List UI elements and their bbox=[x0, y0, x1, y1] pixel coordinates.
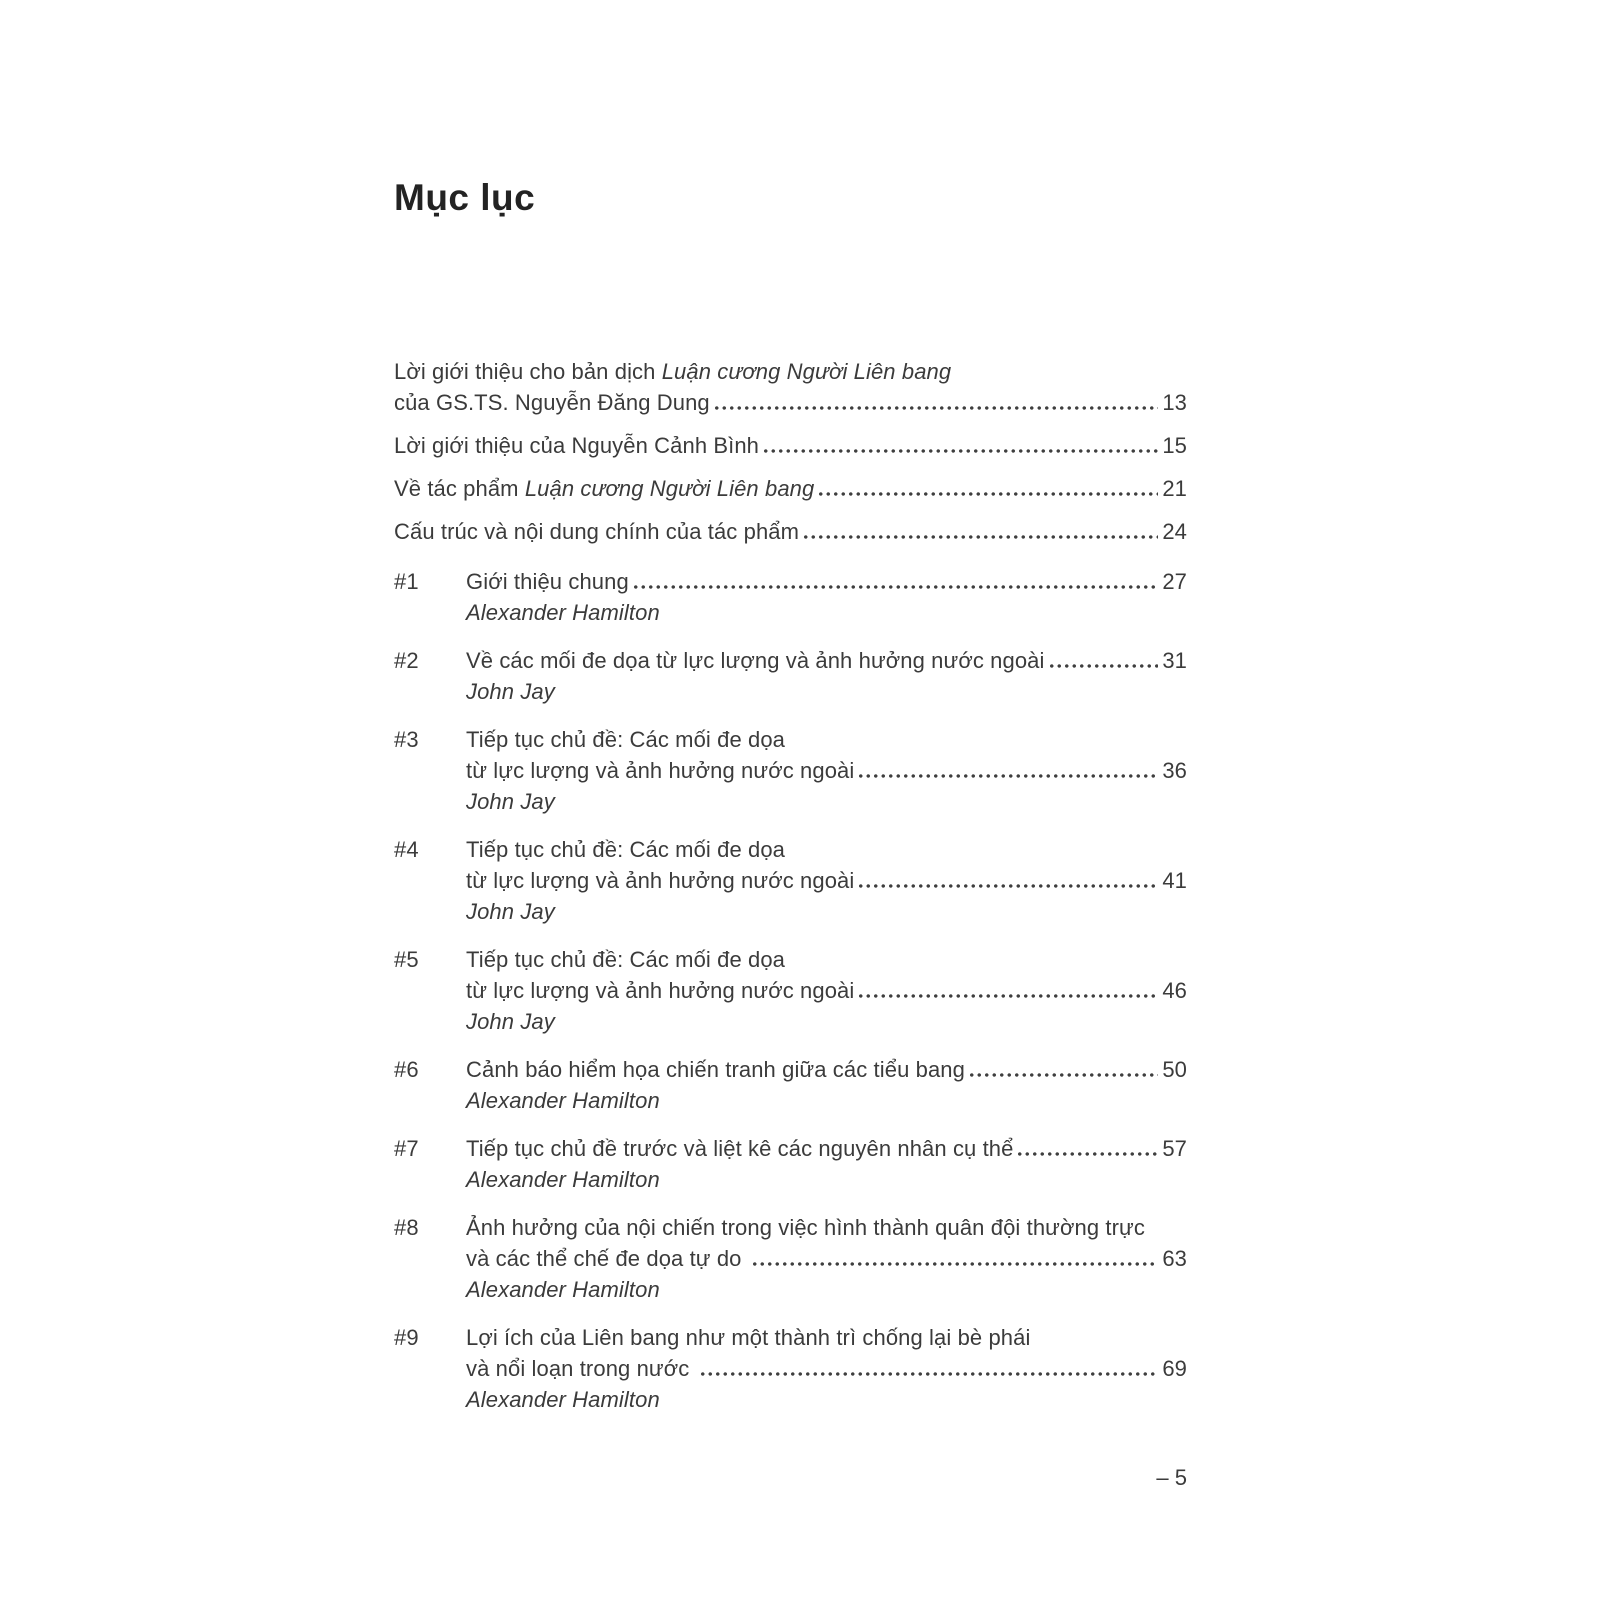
toc-chapter-number: #7 bbox=[394, 1136, 419, 1161]
toc-chapter-author: Alexander Hamilton bbox=[466, 1387, 660, 1412]
toc-text: Tiếp tục chủ đề: Các mối đe dọa bbox=[466, 837, 786, 862]
dot-leader bbox=[857, 979, 1158, 998]
toc-line-text bbox=[394, 473, 814, 504]
toc-line bbox=[394, 387, 1187, 418]
toc-chapter-number: #8 bbox=[394, 1215, 419, 1240]
toc-page-number: 24 bbox=[1162, 519, 1187, 544]
toc-entry bbox=[394, 356, 1187, 418]
toc-line-text bbox=[466, 975, 854, 1006]
toc-chapter-body bbox=[466, 724, 1187, 817]
toc-line-text bbox=[466, 1243, 748, 1274]
toc-entry bbox=[394, 473, 1187, 504]
toc-text: Giới thiệu chung bbox=[466, 569, 629, 594]
toc-line-text bbox=[466, 834, 785, 865]
toc-entry bbox=[394, 430, 1187, 461]
toc-chapter-number: #9 bbox=[394, 1325, 419, 1350]
toc-front-matter-section bbox=[394, 356, 1187, 547]
toc-line bbox=[466, 755, 1187, 786]
toc-line-text bbox=[394, 430, 759, 461]
toc-chapter-author: John Jay bbox=[466, 899, 555, 924]
toc-line-text bbox=[394, 516, 799, 547]
toc-text: Tiếp tục chủ đề trước và liệt kê các nguyên nhân cụ thể bbox=[466, 1136, 1014, 1161]
toc-line bbox=[466, 1243, 1187, 1274]
dot-leader bbox=[817, 477, 1158, 496]
toc-page-number: 27 bbox=[1162, 569, 1187, 594]
toc-page-number: 50 bbox=[1162, 1057, 1187, 1082]
toc-chapter-body bbox=[466, 1212, 1187, 1305]
toc-page-number: 31 bbox=[1162, 648, 1187, 673]
toc-page-number: 63 bbox=[1162, 1246, 1187, 1271]
folio-page-number: – 5 bbox=[1156, 1465, 1187, 1490]
toc-line bbox=[466, 1322, 1187, 1353]
toc-line bbox=[394, 356, 1187, 387]
toc-text: và nổi loạn trong nước bbox=[466, 1356, 696, 1381]
toc-text: Về tác phẩm bbox=[394, 476, 525, 501]
toc-text: Về các mối đe dọa từ lực lượng và ảnh hưởng nước ngoài bbox=[466, 648, 1045, 673]
toc-text: từ lực lượng và ảnh hưởng nước ngoài bbox=[466, 758, 855, 783]
toc-chapter-number: #1 bbox=[394, 569, 419, 594]
page-content bbox=[394, 178, 1187, 1432]
dot-leader bbox=[1016, 1137, 1158, 1156]
toc-chapter-number: #2 bbox=[394, 648, 419, 673]
toc-line bbox=[394, 473, 1187, 504]
toc-line bbox=[466, 1054, 1187, 1085]
toc-line-text bbox=[466, 1133, 1013, 1164]
toc-line bbox=[466, 1133, 1187, 1164]
toc-line bbox=[466, 1212, 1187, 1243]
toc-text: Cấu trúc và nội dung chính của tác phẩm bbox=[394, 519, 800, 544]
toc-line-text bbox=[466, 645, 1045, 676]
dot-leader bbox=[1048, 649, 1159, 668]
toc-chapter-entry bbox=[394, 834, 1187, 927]
toc-line-text bbox=[466, 1054, 965, 1085]
toc-page-number: 21 bbox=[1162, 476, 1187, 501]
toc-text: Cảnh báo hiểm họa chiến tranh giữa các tiểu bang bbox=[466, 1057, 965, 1082]
toc-text: của GS.TS. Nguyễn Đăng Dung bbox=[394, 390, 710, 415]
toc-chapter-author: John Jay bbox=[466, 679, 555, 704]
table-of-contents bbox=[394, 356, 1187, 1415]
toc-line bbox=[466, 944, 1187, 975]
toc-text: Lợi ích của Liên bang như một thành trì chống lại bè phái bbox=[466, 1325, 1031, 1350]
toc-page-number: 46 bbox=[1162, 978, 1187, 1003]
toc-chapter-author: John Jay bbox=[466, 1009, 555, 1034]
toc-chapter-number: #6 bbox=[394, 1057, 419, 1082]
toc-chapter-entry bbox=[394, 645, 1187, 707]
toc-chapter-entry bbox=[394, 1133, 1187, 1195]
toc-line-text bbox=[466, 1322, 1030, 1353]
toc-chapter-author: Alexander Hamilton bbox=[466, 1088, 660, 1113]
toc-chapter-author: Alexander Hamilton bbox=[466, 1167, 660, 1192]
toc-chapter-author: Alexander Hamilton bbox=[466, 1277, 660, 1302]
toc-text: và các thể chế đe dọa tự do bbox=[466, 1246, 748, 1271]
toc-chapter-number: #3 bbox=[394, 727, 419, 752]
toc-text: Lời giới thiệu của Nguyễn Cảnh Bình bbox=[394, 433, 760, 458]
toc-text: Lời giới thiệu cho bản dịch bbox=[394, 359, 662, 384]
toc-chapter-entry bbox=[394, 1322, 1187, 1415]
toc-text: từ lực lượng và ảnh hưởng nước ngoài bbox=[466, 868, 855, 893]
toc-chapter-number: #5 bbox=[394, 947, 419, 972]
toc-line bbox=[466, 865, 1187, 896]
toc-text: Tiếp tục chủ đề: Các mối đe dọa bbox=[466, 947, 786, 972]
toc-chapter-entry bbox=[394, 944, 1187, 1037]
toc-line bbox=[466, 1353, 1187, 1384]
toc-line bbox=[466, 834, 1187, 865]
toc-chapters-section bbox=[394, 566, 1187, 1415]
toc-chapter-body bbox=[466, 1322, 1187, 1415]
toc-page-number: 41 bbox=[1162, 868, 1187, 893]
dot-leader bbox=[632, 570, 1159, 589]
dot-leader bbox=[968, 1058, 1158, 1077]
toc-chapter-body bbox=[466, 944, 1187, 1037]
toc-line bbox=[466, 645, 1187, 676]
dot-leader bbox=[751, 1247, 1159, 1266]
toc-chapter-number: #4 bbox=[394, 837, 419, 862]
toc-line-text bbox=[466, 1353, 696, 1384]
toc-chapter-entry bbox=[394, 1054, 1187, 1116]
toc-chapter-entry bbox=[394, 1212, 1187, 1305]
toc-line-text bbox=[394, 387, 710, 418]
toc-line bbox=[466, 566, 1187, 597]
dot-leader bbox=[802, 520, 1158, 539]
toc-line bbox=[466, 724, 1187, 755]
dot-leader bbox=[713, 391, 1159, 410]
toc-line-text bbox=[466, 944, 785, 975]
toc-text: Ảnh hưởng của nội chiến trong việc hình thành quân đội thường trực bbox=[466, 1215, 1145, 1240]
toc-line bbox=[394, 516, 1187, 547]
toc-chapter-author: John Jay bbox=[466, 789, 555, 814]
toc-page-number: 13 bbox=[1162, 390, 1187, 415]
toc-page-number: 57 bbox=[1162, 1136, 1187, 1161]
toc-text: từ lực lượng và ảnh hưởng nước ngoài bbox=[466, 978, 855, 1003]
toc-chapter-body bbox=[466, 566, 1187, 628]
toc-text: Tiếp tục chủ đề: Các mối đe dọa bbox=[466, 727, 786, 752]
toc-page-number: 36 bbox=[1162, 758, 1187, 783]
toc-line-text bbox=[394, 356, 951, 387]
dot-leader bbox=[762, 434, 1158, 453]
toc-page-number: 15 bbox=[1162, 433, 1187, 458]
toc-line-text bbox=[466, 755, 854, 786]
toc-chapter-author: Alexander Hamilton bbox=[466, 600, 660, 625]
toc-chapter-body bbox=[466, 1133, 1187, 1195]
toc-line bbox=[394, 430, 1187, 461]
toc-chapter-entry bbox=[394, 724, 1187, 817]
toc-entry bbox=[394, 516, 1187, 547]
page-title: Mục lục bbox=[394, 177, 536, 218]
toc-text-italic: Luận cương Người Liên bang bbox=[524, 476, 815, 501]
toc-page-number: 69 bbox=[1162, 1356, 1187, 1381]
toc-chapter-entry bbox=[394, 566, 1187, 628]
toc-chapter-body bbox=[466, 834, 1187, 927]
dot-leader bbox=[857, 759, 1158, 778]
toc-line-text bbox=[466, 566, 629, 597]
toc-line-text bbox=[466, 1212, 1145, 1243]
toc-line-text bbox=[466, 724, 785, 755]
toc-chapter-body bbox=[466, 1054, 1187, 1116]
toc-line-text bbox=[466, 865, 854, 896]
toc-text-italic: Luận cương Người Liên bang bbox=[661, 359, 952, 384]
dot-leader bbox=[857, 869, 1158, 888]
toc-line bbox=[466, 975, 1187, 1006]
dot-leader bbox=[699, 1357, 1159, 1376]
toc-chapter-body bbox=[466, 645, 1187, 707]
